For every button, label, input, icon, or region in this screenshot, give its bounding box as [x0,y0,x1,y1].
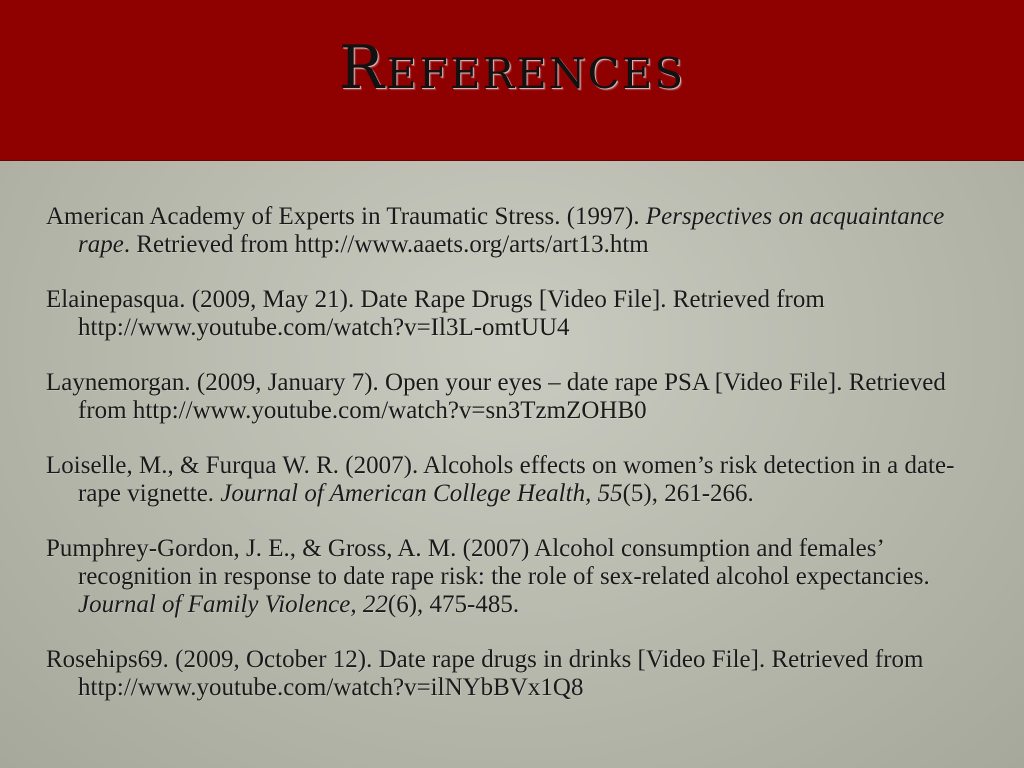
reference-item [46,369,986,425]
reference-item [46,203,986,259]
reference-item [46,286,986,342]
reference-text: Rosehips69. (2009, October 12). Date rape drugs in drinks [Video File]. Retrieved from http://www.youtube.com/watch?v=ilNYbBVx1Q8 [46,646,924,701]
reference-item [46,646,986,702]
reference-item [46,452,986,508]
reference-text: Pumphrey-Gordon, J. E., & Gross, A. M. (2007) Alcohol consumption and females’ recognition in response to date rape risk: the role of sex-related alcohol expectancies. [46,535,930,590]
reference-text: Elainepasqua. (2009, May 21). Date Rape Drugs [Video File]. Retrieved from http://www.youtube.com/watch?v=Il3L-omtUU4 [46,286,825,341]
reference-text: Loiselle, M., & Furqua W. R. (2007). Alcohols effects on women’s risk detection in a date-rape vignette. [46,452,955,507]
reference-text-end: . Retrieved from http://www.aaets.org/arts/art13.htm [123,231,649,258]
reference-text: American Academy of Experts in Traumatic Stress. (1997). [46,203,646,230]
reference-italic-title: Journal of American College Health, 55 [220,480,623,507]
slide-title: References [338,33,686,103]
reference-italic-title: Perspectives on acquaintance rape [78,203,945,258]
reference-italic-title: Journal of Family Violence, 22 [78,591,388,618]
reference-text-end: (5), 261-266. [622,480,754,507]
reference-list [46,178,986,729]
reference-text-end: (6), 475-485. [387,591,520,618]
reference-text: Laynemorgan. (2009, January 7). Open your eyes – date rape PSA [Video File]. Retrieved from http://www.youtube.com/watch?v=sn3TzmZOHB0 [46,369,946,424]
title-banner [0,0,1024,161]
reference-item [46,535,986,619]
